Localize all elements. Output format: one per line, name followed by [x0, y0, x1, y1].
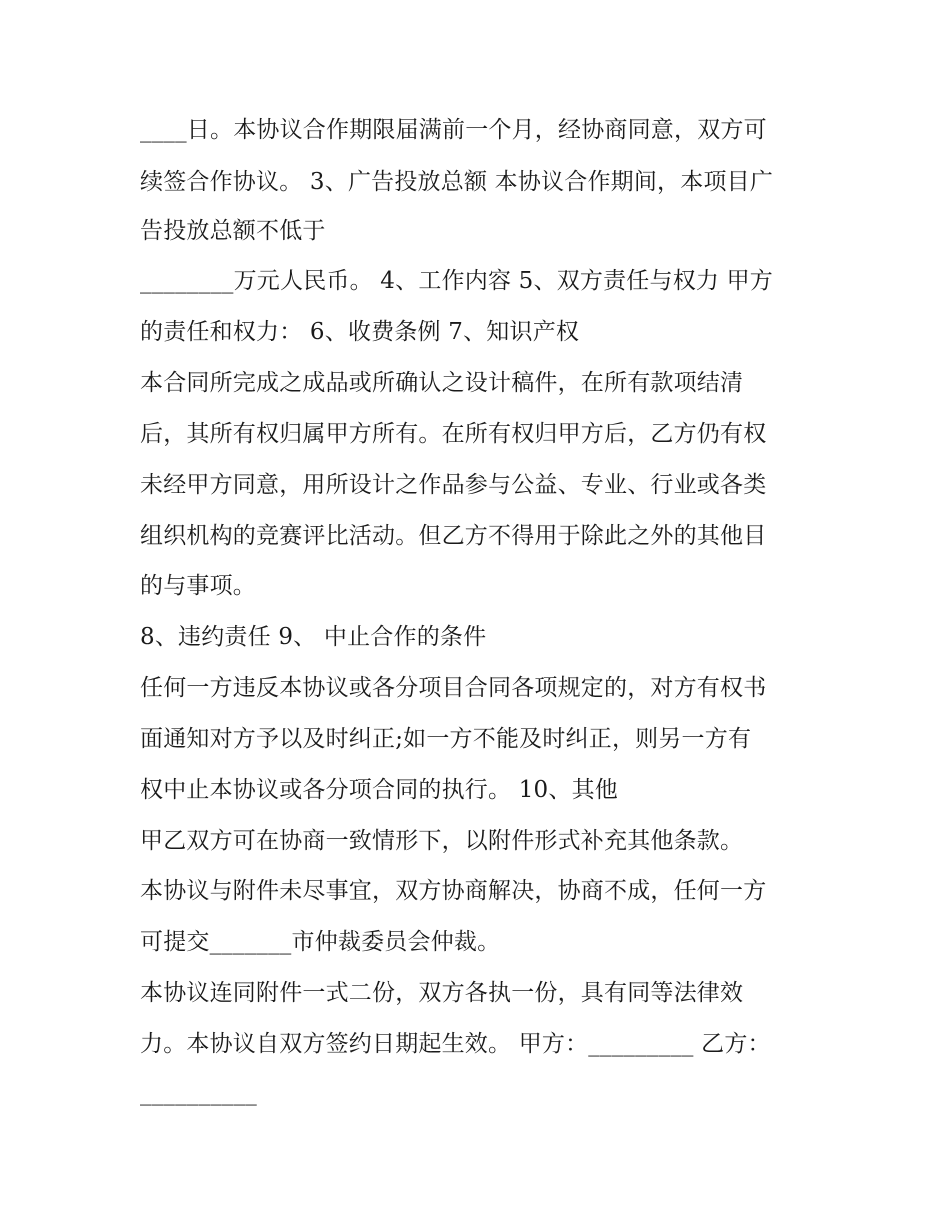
- text-line-4: ________万元人民币。 4、工作内容 5、双方责任与权力 甲方: [140, 268, 773, 294]
- text-line-10: 的与事项。: [140, 573, 256, 599]
- text-line-3: 告投放总额不低于: [140, 218, 326, 244]
- text-line-6: 本合同所完成之成品或所确认之设计稿件，在所有款项结清: [140, 370, 744, 396]
- text-line-7: 后，其所有权归属甲方所有。在所有权归甲方后，乙方仍有权: [140, 421, 767, 447]
- text-line-16: 本协议与附件未尽事宜，双方协商解决，协商不成，任何一方: [140, 878, 767, 904]
- text-line-17: 可提交_______市仲裁委员会仲裁。: [140, 929, 501, 955]
- text-line-5: 的责任和权力： 6、收费条例 7、知识产权: [140, 319, 580, 345]
- text-line-8: 未经甲方同意，用所设计之作品参与公益、专业、行业或各类: [140, 472, 767, 498]
- text-line-9: 组织机构的竞赛评比活动。但乙方不得用于除此之外的其他目: [140, 523, 767, 549]
- text-line-15: 甲乙双方可在协商一致情形下，以附件形式补充其他条款。: [140, 828, 744, 854]
- text-line-13: 面通知对方予以及时纠正;如一方不能及时纠正，则另一方有: [140, 726, 752, 752]
- text-line-12: 任何一方违反本协议或各分项目合同各项规定的，对方有权书: [140, 675, 767, 701]
- text-line-2: 续签合作协议。 3、广告投放总额 本协议合作期间，本项目广: [140, 169, 774, 195]
- text-line-20: __________: [140, 1080, 257, 1106]
- text-line-1: ____日。本协议合作期限届满前一个月，经协商同意，双方可: [140, 117, 767, 143]
- text-line-11: 8、违约责任 9、 中止合作的条件: [140, 624, 487, 650]
- text-line-19: 力。本协议自双方签约日期起生效。 甲方：_________ 乙方：: [140, 1031, 771, 1057]
- text-line-18: 本协议连同附件一式二份，双方各执一份，具有同等法律效: [140, 980, 744, 1006]
- text-line-14: 权中止本协议或各分项合同的执行。 10、其他: [140, 777, 618, 803]
